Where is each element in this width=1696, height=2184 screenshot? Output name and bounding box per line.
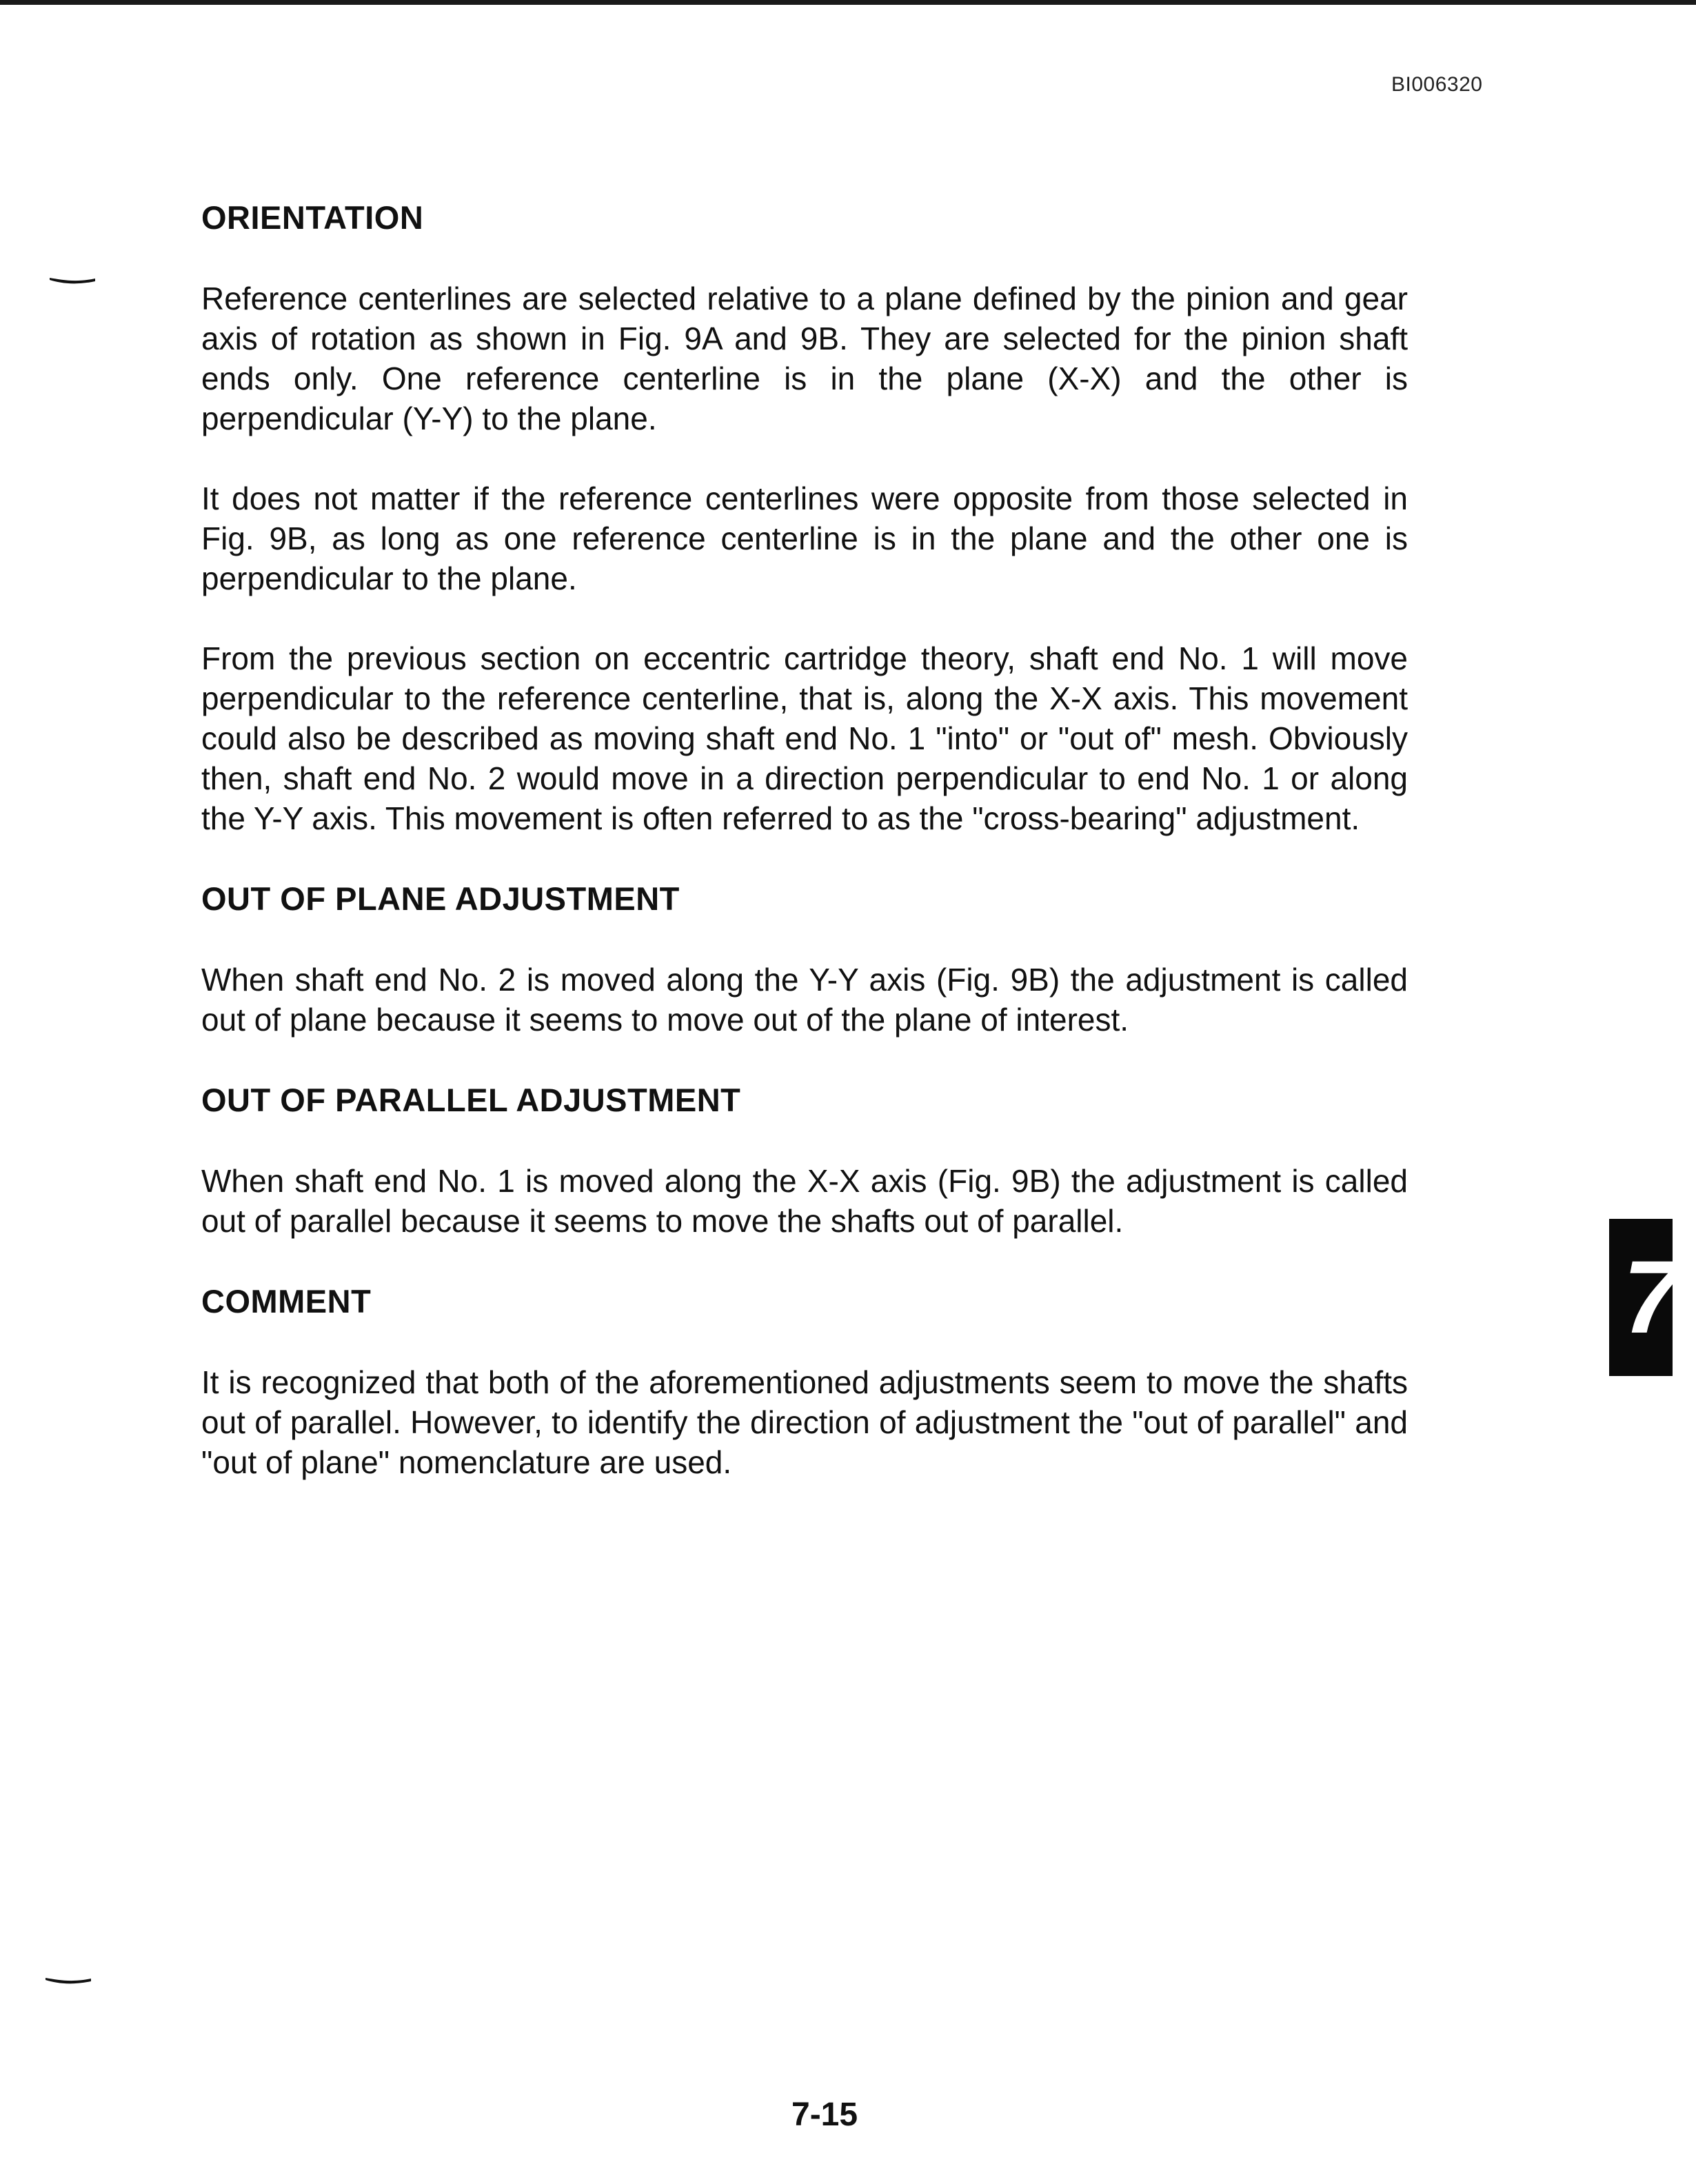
page-number: 7-15 <box>791 2096 858 2133</box>
top-rule <box>0 0 1696 5</box>
section-heading-comment: COMMENT <box>201 1283 372 1320</box>
section-tab <box>1609 1219 1681 1376</box>
document-id: BI006320 <box>1391 73 1483 96</box>
punch-hole-mark-icon <box>48 276 97 285</box>
section-heading-out-of-plane: OUT OF PLANE ADJUSTMENT <box>201 880 680 917</box>
paragraph: From the previous section on eccentric cartridge theory, shaft end No. 1 will move perpendicular to the reference centerline, that is, along the X-X axis. This movement could also be described as moving shaft end No. 1 "into" or "out of" mesh. Obviously then, shaft end No. 2 would move in a direction perpendicular to end No. 1 or along the Y-Y axis. This movement is often referred to as the "cross-bearing" adjustment. <box>201 640 1408 836</box>
section-heading-out-of-parallel: OUT OF PARALLEL ADJUSTMENT <box>201 1082 741 1118</box>
punch-hole-mark-icon <box>44 1976 92 1985</box>
paragraph: When shaft end No. 2 is moved along the Y-Y axis (Fig. 9B) the adjustment is called out of plane because it seems to move out of the plane of interest. <box>201 962 1408 1038</box>
paragraph: When shaft end No. 1 is moved along the X-X axis (Fig. 9B) the adjustment is called out of parallel because it seems to move the shafts out of parallel. <box>201 1163 1408 1239</box>
page-body <box>201 197 1408 1482</box>
section-heading-orientation: ORIENTATION <box>201 199 424 236</box>
paragraph: It is recognized that both of the aforementioned adjustments seem to move the shafts out of parallel. However, to identify the direction of adjustment the "out of parallel" and "out of plane" nomenclature are used. <box>201 1364 1408 1480</box>
paragraph: It does not matter if the reference centerlines were opposite from those selected in Fig. 9B, as long as one reference centerline is in the plane and the other one is perpendicular to the plane. <box>201 481 1408 596</box>
paragraph: Reference centerlines are selected relative to a plane defined by the pinion and gear axis of rotation as shown in Fig. 9A and 9B. They are selected for the pinion shaft ends only. One reference centerline is in the plane (X-X) and the other is perpendicular (Y-Y) to the plane. <box>201 281 1408 436</box>
section-tab-number: 7 <box>1623 1239 1681 1355</box>
